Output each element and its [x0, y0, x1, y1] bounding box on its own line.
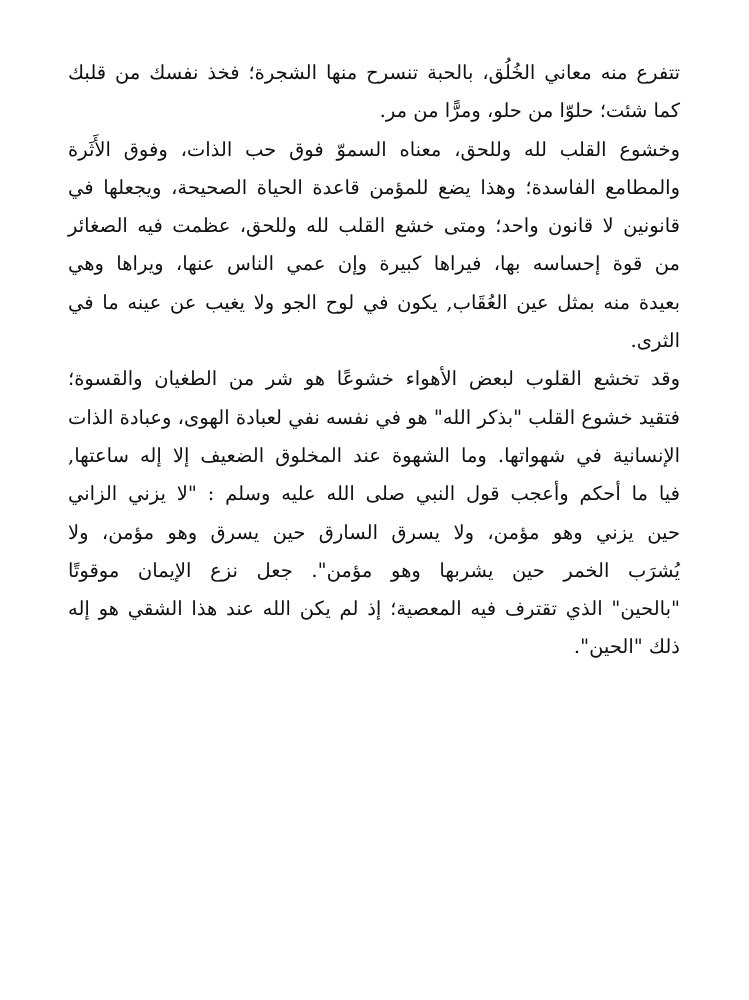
- text-line: فتقيد خشوع القلب "بذكر الله" هو في نفسه نفي لعبادة الهوى، وعبادة الذات: [68, 405, 680, 429]
- text-line: ذلك "الحين".: [573, 635, 680, 659]
- document-page: [68, 54, 680, 667]
- text-line: يُشرَب الخمر حين يشربها وهو مؤمن". جعل نزع الإيمان موقوتًا: [68, 558, 680, 582]
- text-line: قانونين لا قانون واحد؛ ومتى خشع القلب لله وللحق، عظمت فيه الصغائر: [68, 214, 680, 238]
- text-line: وخشوع القلب لله وللحق، معناه السموّ فوق حب الذات، وفوق الأَثَرة: [68, 137, 680, 161]
- paragraph-2: [68, 131, 680, 361]
- paragraph-1: [68, 54, 680, 131]
- paragraph-3: [68, 360, 680, 666]
- text-line: "بالحين" الذي تقترف فيه المعصية؛ إذ لم يكن الله عند هذا الشقي هو إله: [68, 597, 680, 621]
- text-line: والمطامع الفاسدة؛ وهذا يضع للمؤمن قاعدة الحياة الصحيحة، ويجعلها في: [68, 175, 680, 199]
- text-line: وقد تخشع القلوب لبعض الأهواء خشوعًا هو شر من الطغيان والقسوة؛: [68, 367, 680, 391]
- text-line: كما شئت؛ حلوّا من حلو، ومرًّا من مر.: [379, 99, 680, 123]
- text-line: من قوة إحساسه بها، فيراها كبيرة وإن عمي الناس عنها، ويراها وهي: [68, 252, 680, 276]
- text-line: تتفرع منه معاني الخُلُق، بالحبة تنسرح منها الشجرة؛ فخذ نفسك من قلبك: [68, 61, 680, 84]
- text-line: الإنسانية في شهواتها. وما الشهوة عند المخلوق الضعيف إلا إله ساعتها,: [68, 443, 680, 467]
- text-line: حين يزني وهو مؤمن، ولا يسرق السارق حين يسرق وهو مؤمن، ولا: [68, 520, 680, 544]
- text-line: الثرى.: [630, 329, 680, 353]
- text-line: بعيدة منه بمثل عين العُقَاب, يكون في لوح الجو ولا يغيب عن عينه ما في: [68, 290, 680, 314]
- text-line: فيا ما أحكم وأعجب قول النبي صلى الله عليه وسلم : "لا يزني الزاني: [68, 482, 680, 506]
